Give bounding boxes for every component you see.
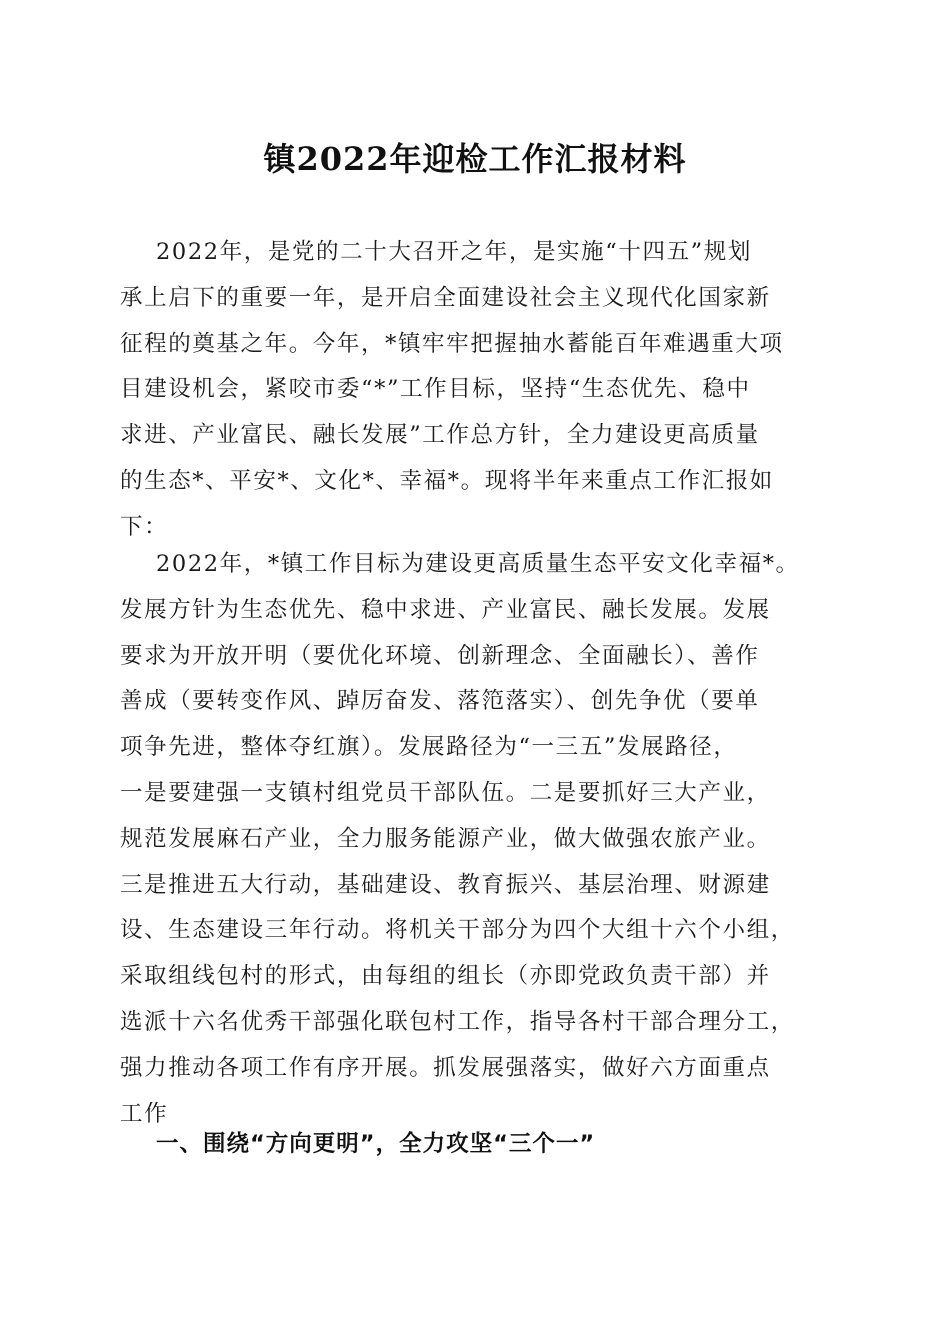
paragraph-line: 选派十六名优秀干部强化联包村工作，指导各村干部合理分工，: [120, 1008, 795, 1035]
paragraph-line: 目建设机会，紧咬市委“*”工作目标，坚持“生态优先、稳中: [120, 376, 751, 403]
paragraph-line: 规范发展麻石产业，全力服务能源产业，做大做强农旅产业。: [120, 825, 771, 852]
document-title: 镇2022年迎检工作汇报材料: [263, 140, 687, 178]
paragraph-1: [120, 230, 835, 551]
paragraph-line: 善成（要转变作风、踔厉奋发、落笵落实）、创先争优（要单: [120, 688, 760, 715]
paragraph-line: 项争先进，整体夺红旗）。发展路径为“一三五”发展路径，: [120, 734, 738, 761]
paragraph-line: 强力推动各项工作有序开展。抓发展强落实，做好六方面重点: [120, 1054, 771, 1081]
paragraph-line: 设、生态建设三年行动。将机关干部分为四个大组十六个小组，: [120, 917, 795, 944]
paragraph-line: 三是推进五大行动，基础建设、教育振兴、基层治理、财源建: [120, 871, 771, 898]
paragraph-line: 下：: [120, 513, 169, 540]
paragraph-line: 的生态*、平安*、文化*、幸福*。现将半年来重点工作汇报如: [120, 467, 774, 494]
paragraph-line: 承上启下的重要一年，是开启全面建设社会主义现代化国家新: [120, 284, 771, 311]
paragraph-line: 要求为开放开明（要优化环境、创新理念、全面融长）、善作: [120, 642, 760, 669]
paragraph-line: 2022年，*镇工作目标为建设更高质量生态平安文化幸福*。: [156, 551, 800, 577]
paragraph-line: 采取组线包村的形式，由每组的组长（亦即党政负责干部）并: [120, 963, 771, 990]
paragraph-line: 一是要建强一支镇村组党员干部队伍。二是要抓好三大产业，: [120, 779, 771, 806]
paragraph-line: 工作: [120, 1100, 169, 1127]
section-heading: 一、围绕“方向更明”，全力攻坚“三个一”: [156, 1131, 596, 1157]
paragraph-line: 2022年，是党的二十大召开之年，是实施“十四五”规划: [156, 239, 752, 265]
paragraph-2: [120, 542, 835, 1137]
paragraph-line: 发展方针为生态优先、稳中求进、产业富民、融长发展。发展: [120, 596, 771, 623]
paragraph-line: 征程的奠基之年。今年，*镇牢牢把握抽水蓄能百年难遇重大项: [120, 330, 784, 357]
paragraph-line: 求进、产业富民、融长发展”工作总方针，全力建设更高质量: [120, 422, 760, 449]
